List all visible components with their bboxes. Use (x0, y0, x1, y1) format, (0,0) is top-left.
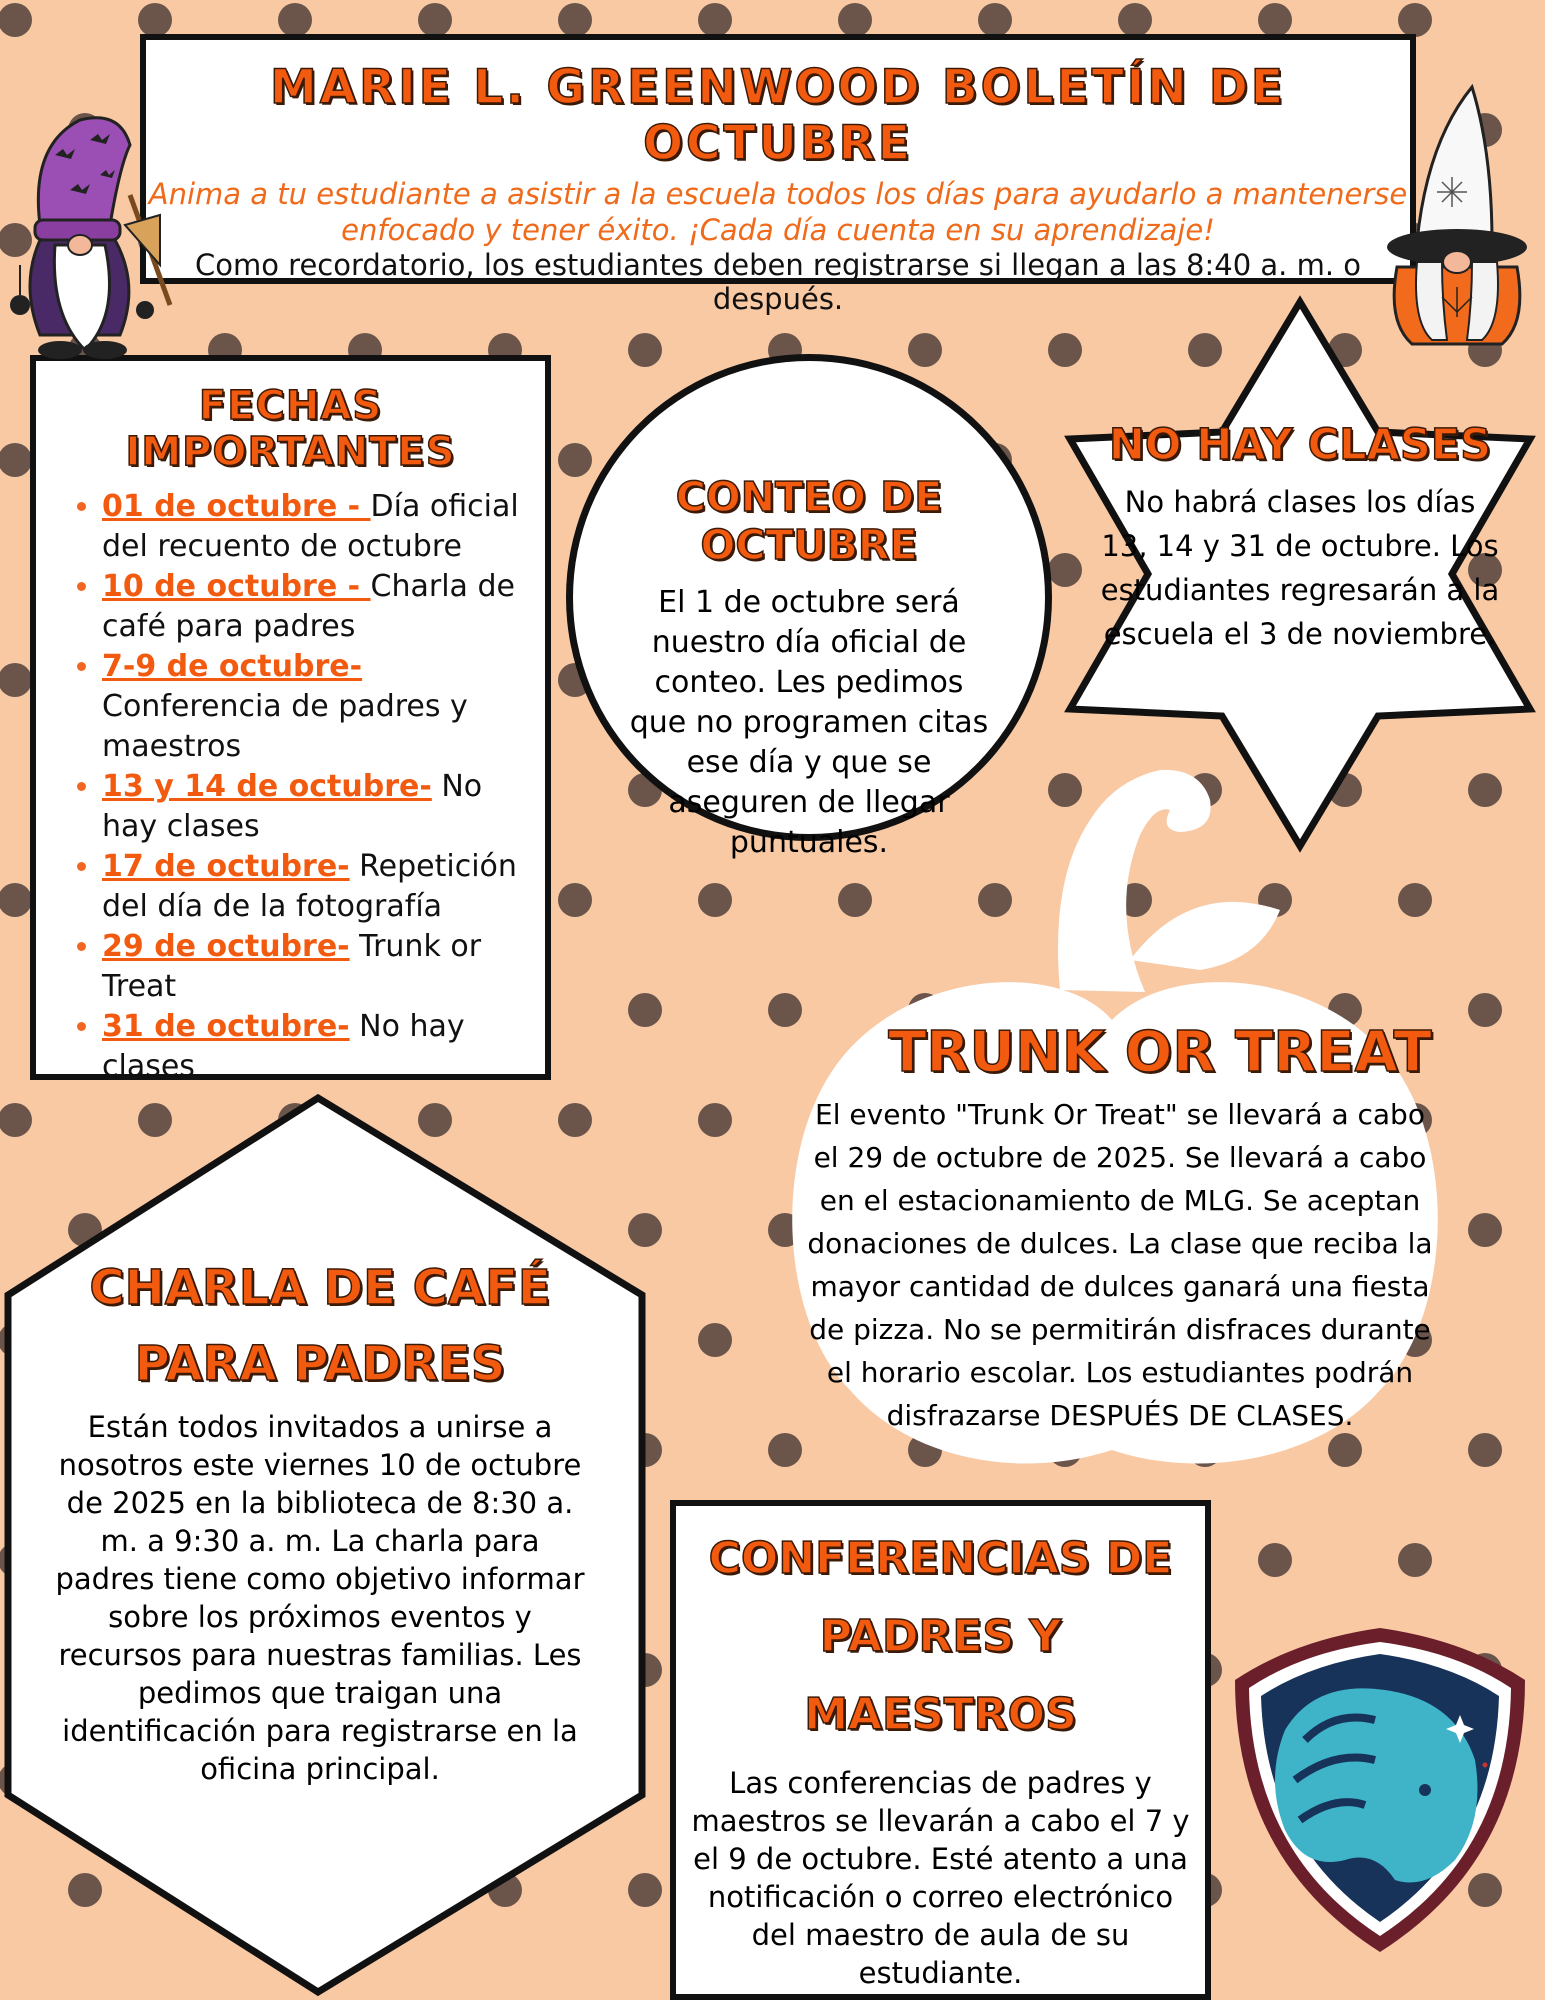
october-count-title: CONTEO DE OCTUBRE (675, 473, 943, 569)
trunk-or-treat-body: El evento "Trunk Or Treat" se llevará a cabo el 29 de octubre de 2025. Se llevará a cabo en el estacionamiento de MLG. Se aceptan donaciones de dulces. La clase que reciba la mayor cantidad de dulces ganará una fiesta de pizza. No se permitirán disfraces durante el horario escolar. Los estudiantes podrán disfrazarse DESPUÉS DE CLASES. (807, 1098, 1433, 1432)
polka-dot (0, 663, 32, 697)
polka-dot (1468, 993, 1502, 1027)
october-count-body: El 1 de octubre será nuestro día oficial de conteo. Les pedimos que no programen citas ese día y que se aseguren de llegar puntuales. (629, 585, 989, 860)
no-school-title: NO HAY CLASES (1108, 420, 1492, 470)
date-description: Trunk or Treat (102, 929, 482, 1004)
no-school-body: No habrá clases los días 13, 14 y 31 de octubre. Los estudiantes regresarán a la escuela el 3 de noviembre. (1100, 485, 1500, 651)
polka-dot (628, 993, 662, 1027)
date-label: 17 de octubre- (102, 849, 350, 884)
polka-dot (838, 3, 872, 37)
date-label: 7-9 de octubre- (102, 649, 363, 684)
coffee-talk-section (50, 1250, 590, 1788)
list-item (102, 767, 531, 847)
polka-dot (908, 333, 942, 367)
list-item (102, 927, 531, 1007)
coffee-talk-title: CHARLA DE CAFÉ PARA PADRES (89, 1260, 551, 1392)
check-in-reminder: Como recordatorio, los estudiantes deben registrarse si llegan a las 8:40 a. m. o después. (194, 248, 1362, 316)
conferences-body: Las conferencias de padres y maestros se llevarán a cabo el 7 y el 9 de octubre. Esté atento a una notificación o correo electrónico del maestro de aula de su estudiante. (691, 1766, 1190, 1990)
polka-dot (278, 3, 312, 37)
list-item (102, 847, 531, 927)
date-description: Día oficial del recuento de octubre (102, 489, 519, 564)
polka-dot (558, 443, 592, 477)
polka-dot (0, 443, 32, 477)
list-item (102, 567, 531, 647)
polka-dot (698, 3, 732, 37)
list-item (102, 1007, 531, 1087)
polka-dot (418, 3, 452, 37)
important-dates-list (36, 487, 545, 1087)
polka-dot (698, 883, 732, 917)
polka-dot (1398, 1543, 1432, 1577)
date-description: Charla de café para padres (102, 569, 515, 644)
witch-gnome-icon (0, 105, 200, 360)
date-label: 01 de octubre - (102, 489, 371, 524)
newsletter-header (140, 34, 1416, 316)
conferences-title: CONFERENCIAS DE PADRES Y MAESTROS (708, 1533, 1173, 1740)
trunk-or-treat-section (800, 1020, 1440, 1437)
polka-dot (698, 1323, 732, 1357)
important-dates-box (30, 355, 551, 1084)
polka-dot (0, 3, 32, 37)
polka-dot (1118, 3, 1152, 37)
halloween-gnome-icon (1372, 82, 1537, 352)
polka-dot (1468, 1213, 1502, 1247)
polka-dot (1258, 3, 1292, 37)
attendance-message: Anima a tu estudiante a asistir a la escuela todos los días para ayudarlo a mantenerse enfocado y tener éxito. ¡Cada día cuenta en su aprendizaje! (148, 177, 1408, 247)
trunk-or-treat-title: TRUNK OR TREAT (888, 1020, 1432, 1085)
date-label: 13 y 14 de octubre- (102, 769, 432, 804)
list-item (102, 487, 531, 567)
polka-dot (0, 883, 32, 917)
newsletter-title: MARIE L. GREENWOOD BOLETÍN DE OCTUBRE (269, 60, 1287, 171)
polka-dot (1258, 1543, 1292, 1577)
date-description: Repetición del día de la fotografía (102, 849, 517, 924)
polka-dot (1398, 3, 1432, 37)
date-description: No hay clases (102, 769, 483, 844)
lion-shield-logo (1225, 1620, 1535, 1960)
polka-dot (558, 3, 592, 37)
polka-dot (978, 3, 1012, 37)
polka-dot (138, 3, 172, 37)
list-item (102, 647, 531, 767)
date-description: No hay clases (102, 1009, 465, 1084)
polka-dot (1468, 1433, 1502, 1467)
no-school-section (1100, 420, 1500, 656)
polka-dot (628, 333, 662, 367)
conferences-box (670, 1500, 1211, 2000)
date-description: Conferencia de padres y maestros (102, 689, 468, 764)
date-label: 10 de octubre - (102, 569, 371, 604)
date-label: 29 de octubre- (102, 929, 350, 964)
date-label: 31 de octubre- (102, 1009, 350, 1044)
polka-dot (558, 883, 592, 917)
important-dates-title: FECHAS IMPORTANTES (125, 383, 456, 475)
coffee-talk-body: Están todos invitados a unirse a nosotros este viernes 10 de octubre de 2025 en la biblioteca de 8:30 a. m. a 9:30 a. m. La charla para padres tiene como objetivo informar sobre los próximos eventos y recursos para nuestras familias. Les pedimos que traigan una identificación para registrarse en la oficina principal. (55, 1410, 585, 1786)
polka-dot (698, 1103, 732, 1137)
